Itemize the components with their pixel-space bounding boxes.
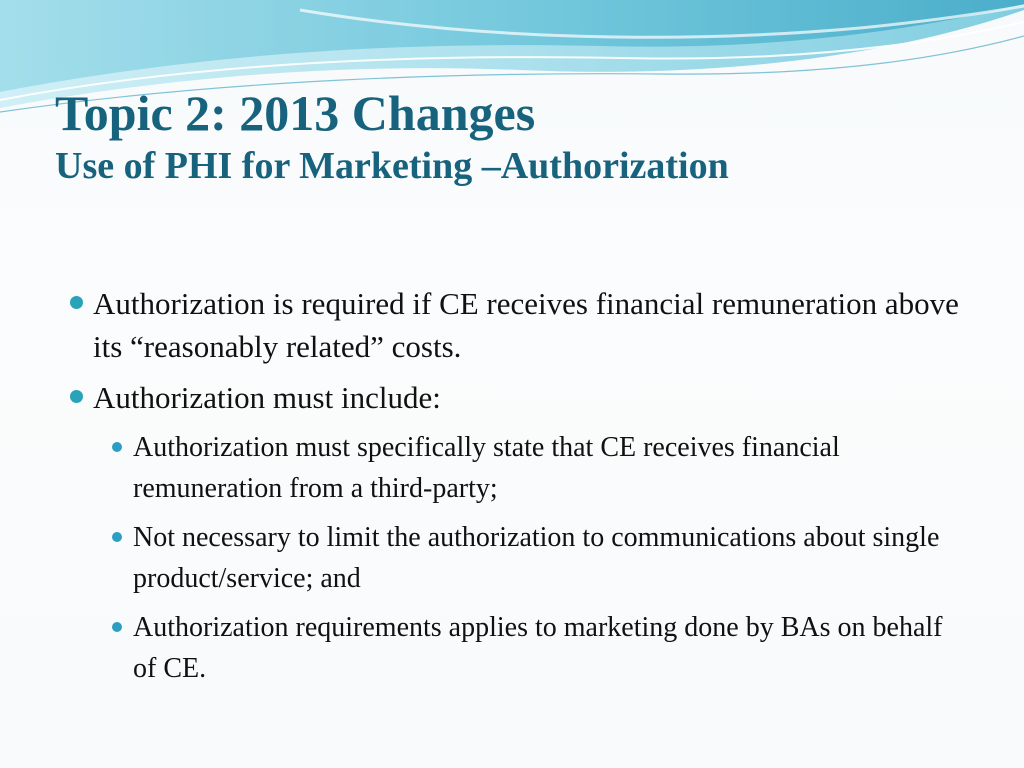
bullet-item	[60, 376, 960, 419]
bullet-dot-icon	[70, 390, 83, 403]
sub-bullet-dot-icon	[112, 622, 122, 632]
bullet-text: Authorization must include:	[93, 380, 441, 415]
bullet-item	[60, 282, 960, 368]
bullet-list	[60, 282, 960, 697]
bullet-text: Authorization is required if CE receives financial remuneration above its “reasonably related” costs.	[93, 286, 959, 364]
bullet-dot-icon	[70, 296, 83, 309]
slide-title: Topic 2: 2013 Changes	[55, 85, 536, 141]
sub-bullet-text: Authorization requirements applies to marketing done by BAs on behalf of CE.	[133, 612, 943, 684]
sub-bullet-dot-icon	[112, 532, 122, 542]
sub-bullet-item	[106, 517, 960, 599]
sub-bullet-item	[106, 607, 960, 689]
sub-bullet-dot-icon	[112, 442, 122, 452]
sub-bullet-text: Authorization must specifically state that CE receives financial remuneration from a third-party;	[133, 432, 840, 504]
slide-subtitle: Use of PHI for Marketing –Authorization	[55, 145, 729, 187]
sub-bullet-text: Not necessary to limit the authorization to communications about single product/service; and	[133, 522, 940, 594]
sub-bullet-item	[106, 427, 960, 509]
title-block	[55, 86, 995, 188]
